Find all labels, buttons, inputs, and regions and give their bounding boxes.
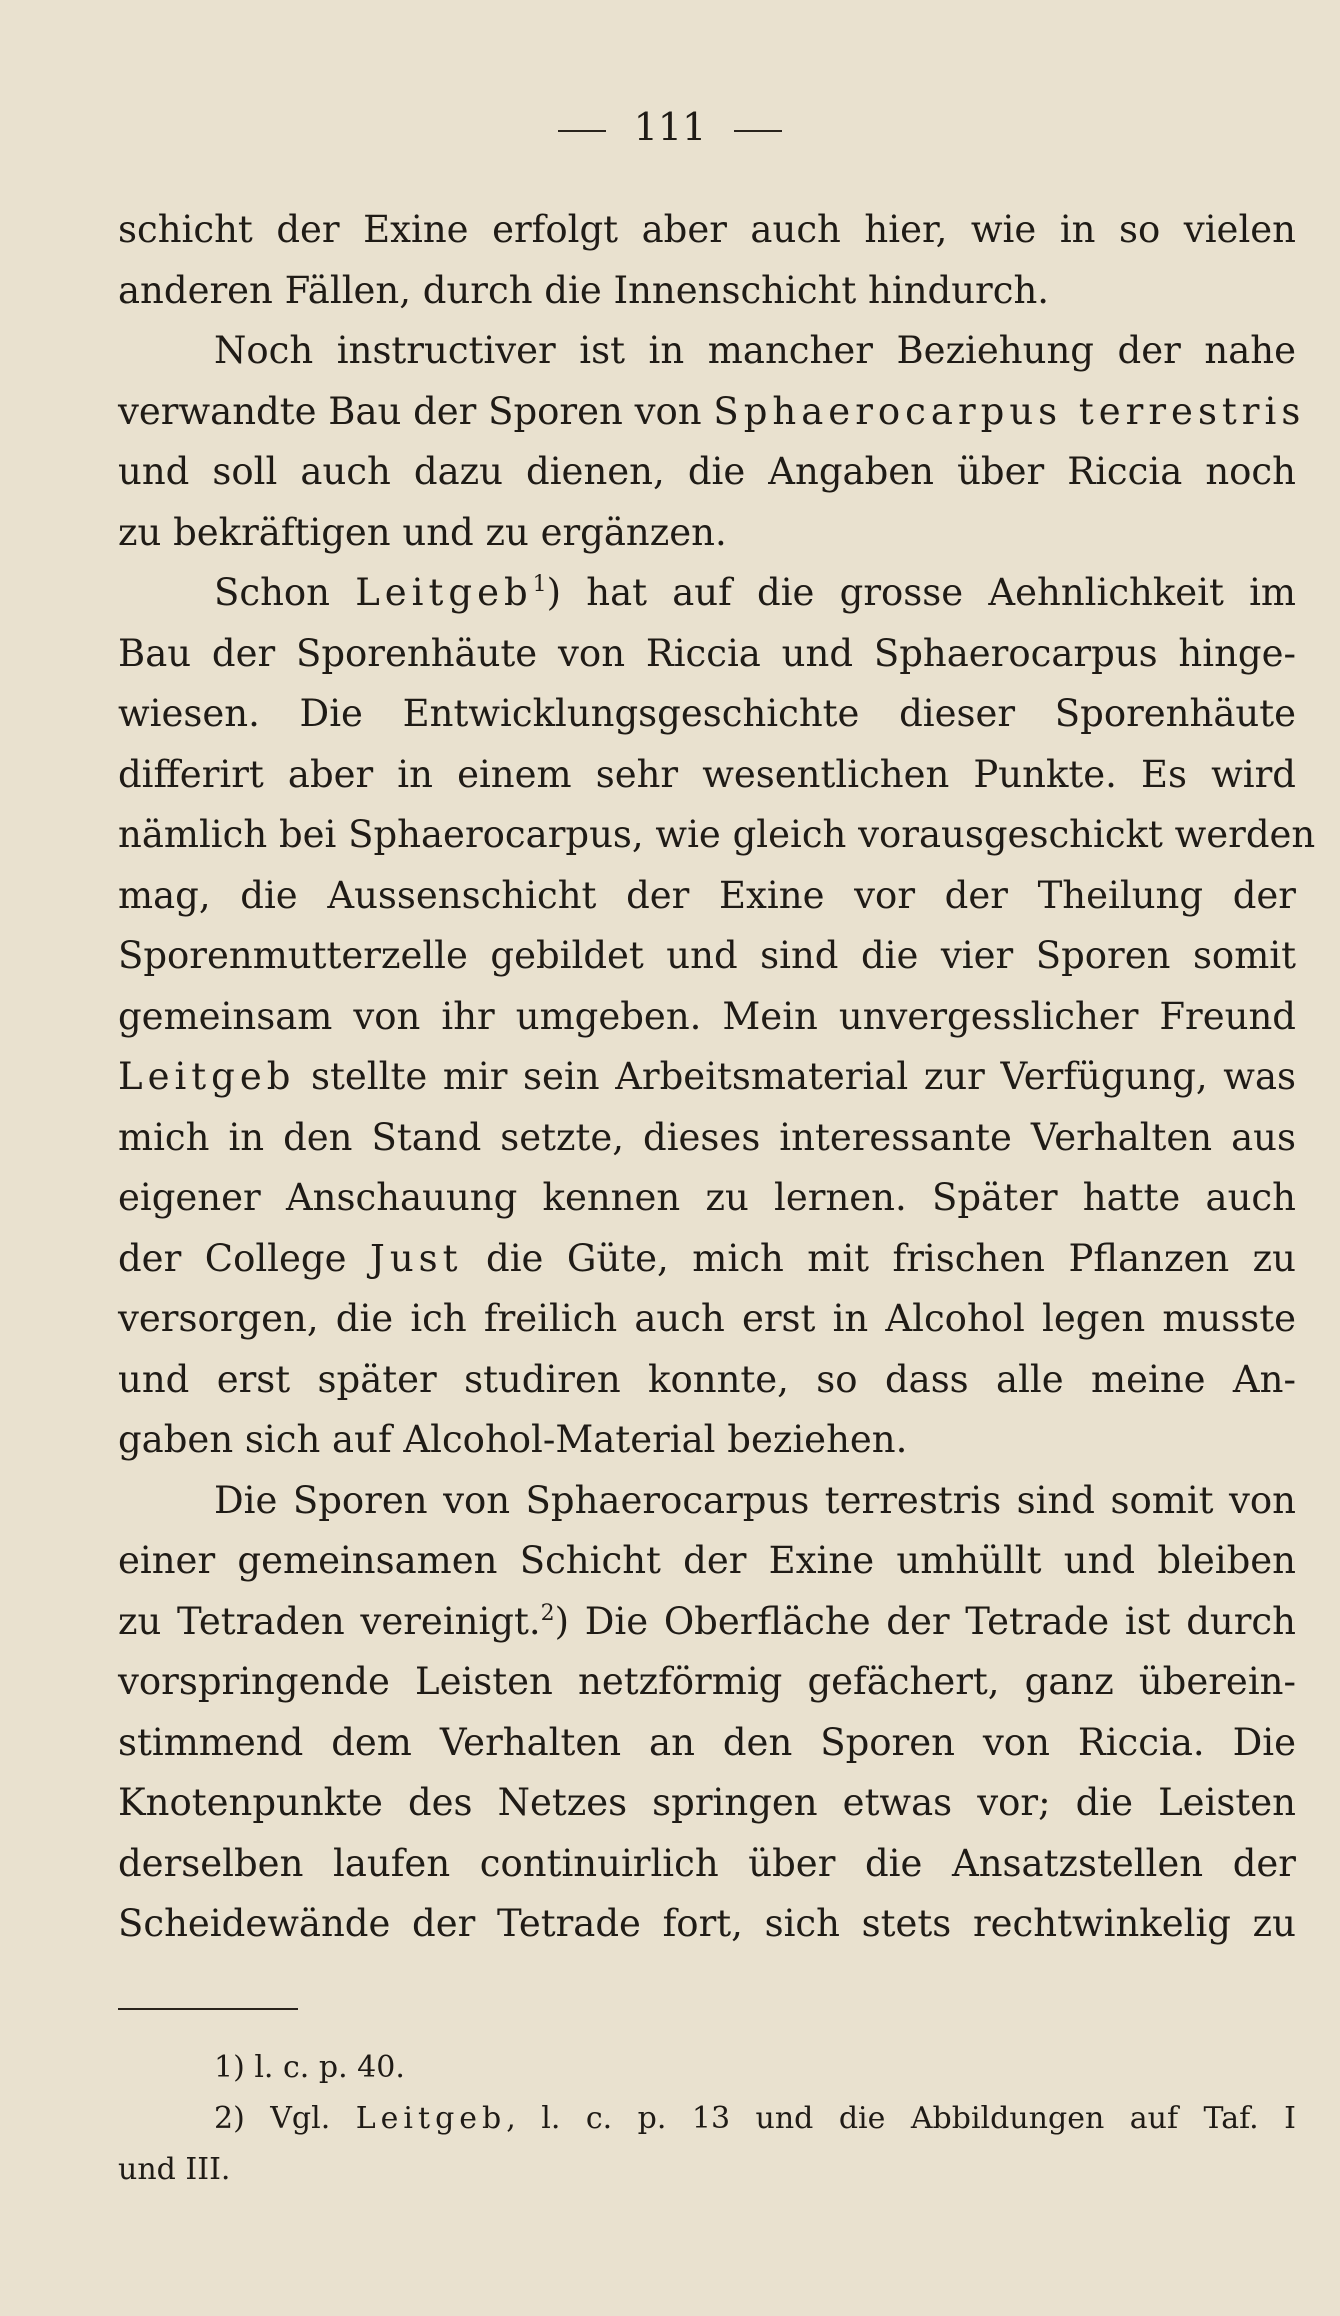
text-line: zu Tetraden vereinigt.$^2$) Die Oberfläche der Tetrade ist durch [118, 1599, 1296, 1643]
text-line: und soll auch dazu dienen, die Angaben über Riccia noch [118, 450, 1296, 493]
text-line: mag, die Aussenschicht der Exine vor der Theilung der [118, 873, 1296, 917]
spaced-term: Sphaerocarpus terrestris [713, 389, 1306, 433]
text-line: verwandte Bau der Sporen von Sphaerocarpus terrestris [118, 389, 1306, 433]
page-header [0, 105, 1340, 149]
text-line: gaben sich auf Alcohol-Material beziehen. [118, 1418, 908, 1461]
page-number: 111 [633, 105, 707, 149]
footnote-ref: 2 [540, 1600, 555, 1626]
text-line: der College Just die Güte, mich mit frischen Pflanzen zu [118, 1236, 1296, 1280]
text-line: mich in den Stand setzte, dieses interessante Verhalten aus [118, 1115, 1296, 1159]
body-text [118, 200, 1316, 1955]
author-name: Just [369, 1236, 463, 1280]
text-line: Sporenmutterzelle gebildet und sind die vier Sporen somit [118, 934, 1296, 977]
author-name: Leitgeb [118, 1055, 296, 1098]
text-line: Leitgeb stellte mir sein Arbeitsmaterial zur Verfügung, was [118, 1055, 1296, 1098]
text-line: eigener Anschauung kennen zu lernen. Später hatte auch [118, 1176, 1296, 1219]
author-name: Leitgeb [355, 2101, 507, 2136]
text-line: Schon Leitgeb$^1$) hat auf die grosse Aehnlichkeit im [214, 571, 1297, 614]
header-dash-left [558, 130, 606, 132]
text-line: versorgen, die ich freilich auch erst in Alcohol legen musste [118, 1297, 1296, 1340]
footnote: 2) Vgl. Leitgeb, l. c. p. 13 und die Abbildungen auf Taf. I [214, 2101, 1296, 2136]
text-line: derselben laufen continuirlich über die Ansatzstellen der [118, 1841, 1296, 1885]
header-dash-right [734, 130, 782, 132]
author-name: Leitgeb [355, 571, 533, 614]
text-line: zu bekräftigen und zu ergänzen. [118, 510, 727, 554]
text-line: gemeinsam von ihr umgeben. Mein unvergesslicher Freund [118, 994, 1296, 1038]
text-line: einer gemeinsamen Schicht der Exine umhüllt und bleiben [118, 1539, 1296, 1582]
text-line: Scheidewände der Tetrade fort, sich stets rechtwinkelig zu [118, 1902, 1296, 1945]
text-line: wiesen. Die Entwicklungsgeschichte dieser Sporenhäute [118, 692, 1296, 735]
footnote-ref: 1 [532, 572, 547, 597]
text-line: und erst später studiren konnte, so dass alle meine An- [118, 1357, 1296, 1401]
text-line: Noch instructiver ist in mancher Beziehung der nahe [214, 329, 1296, 372]
text-line: Bau der Sporenhäute von Riccia und Sphaerocarpus hinge- [118, 631, 1296, 675]
footnote: und III. [118, 2152, 231, 2187]
text-line: vorspringende Leisten netzförmig gefächert, ganz überein- [118, 1660, 1296, 1703]
footnotes [118, 2042, 1296, 2195]
text-line: Die Sporen von Sphaerocarpus terrestris sind somit von [214, 1478, 1296, 1522]
text-line: differirt aber in einem sehr wesentlichen Punkte. Es wird [118, 752, 1296, 796]
footnote: 1) l. c. p. 40. [214, 2050, 405, 2085]
text-line: Knotenpunkte des Netzes springen etwas vor; die Leisten [118, 1781, 1296, 1824]
text-line: nämlich bei Sphaerocarpus, wie gleich vorausgeschickt werden [118, 813, 1316, 856]
text-line: anderen Fällen, durch die Innenschicht hindurch. [118, 268, 1050, 312]
text-line: stimmend dem Verhalten an den Sporen von Riccia. Die [118, 1720, 1296, 1764]
text-line: schicht der Exine erfolgt aber auch hier, wie in so vielen [118, 208, 1296, 251]
footnote-rule [118, 2008, 298, 2010]
